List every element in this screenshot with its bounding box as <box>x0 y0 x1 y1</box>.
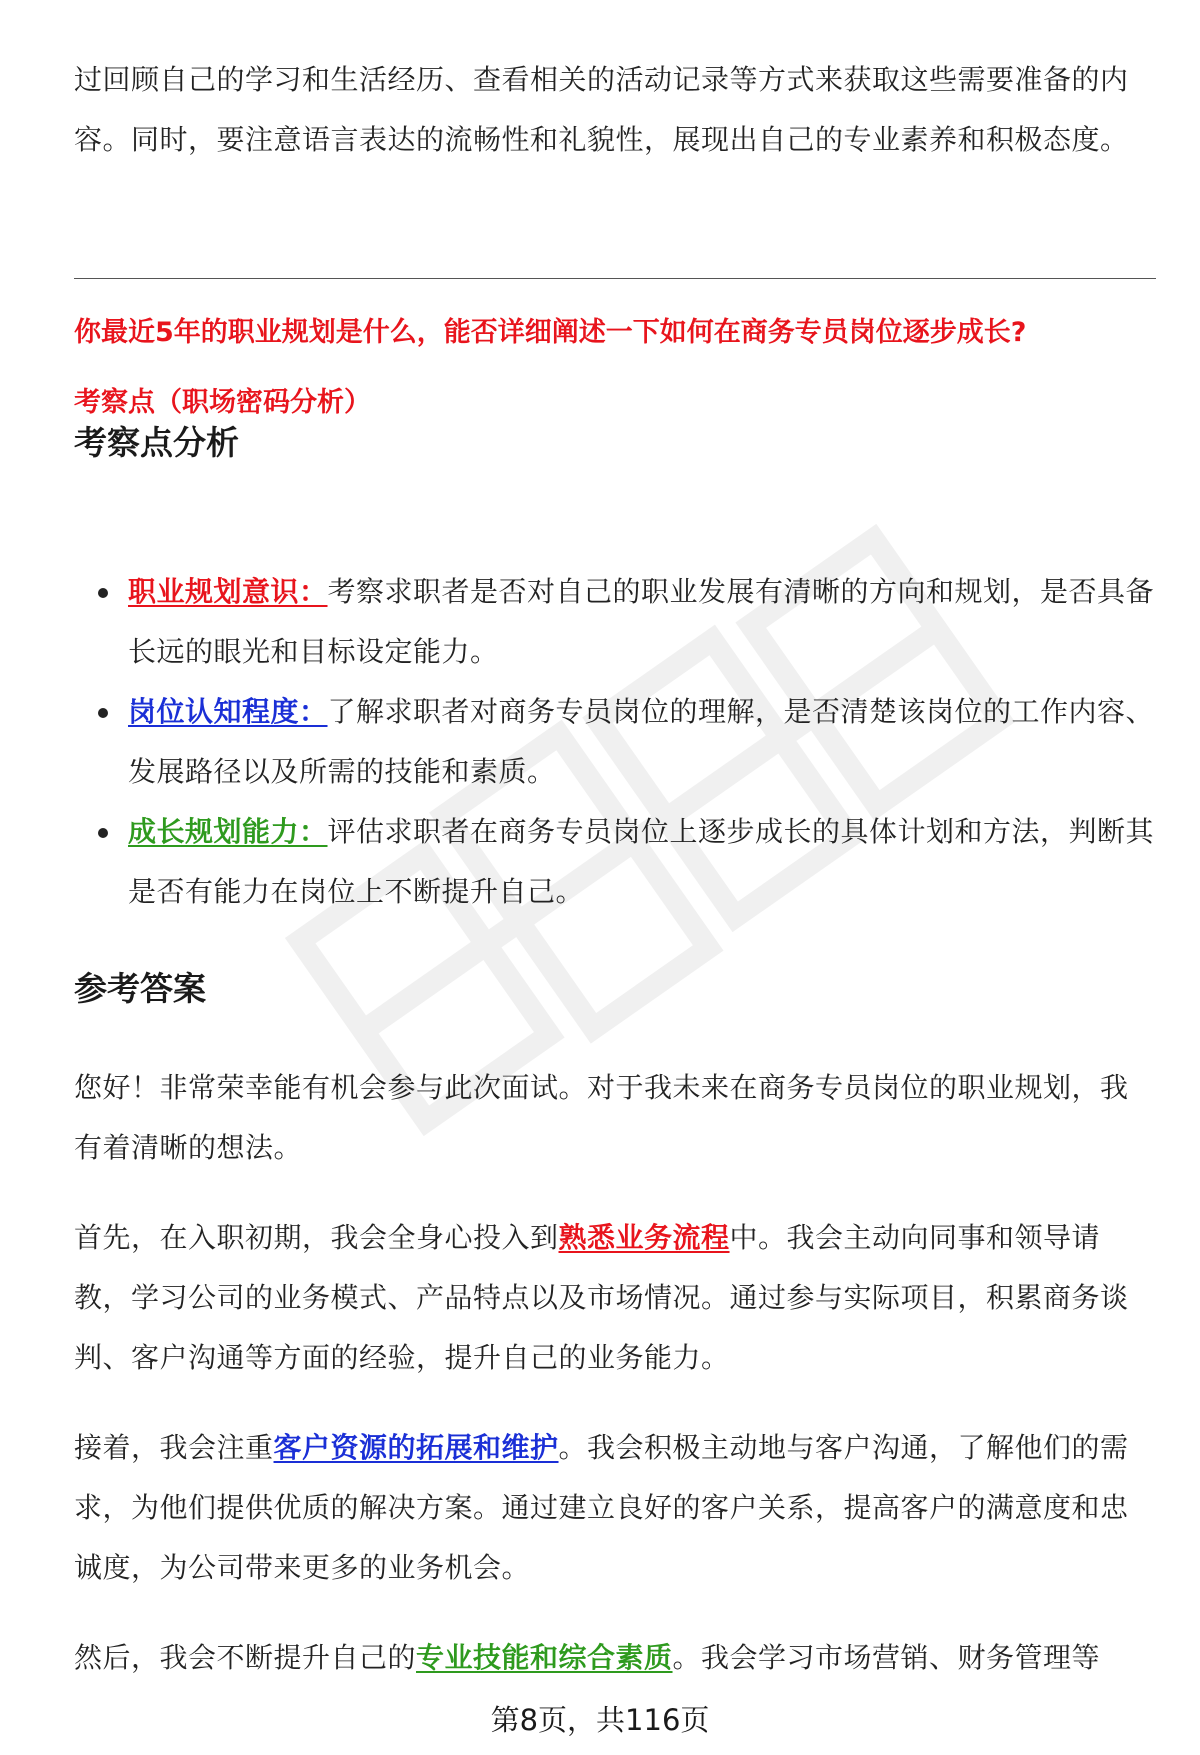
answer-paragraph-3 <box>74 1418 1156 1598</box>
answer-text: 。我会学习市场营销、财务管理等 <box>672 1641 1101 1674</box>
answer-keyword: 专业技能和综合素质 <box>416 1641 673 1674</box>
analysis-keyword: 成长规划能力： <box>128 815 328 848</box>
answer-text: 中。我会主动向同事和领导请教，学习公司的业务模式、产品特点以及市场情况。通过参与实际项目，积累商务谈判、客户沟通等方面的经验，提升自己的业务能力。 <box>74 1221 1129 1374</box>
analysis-heading: 考察点分析 <box>74 423 239 462</box>
answer-text: 。我会积极主动地与客户沟通，了解他们的需求，为他们提供优质的解决方案。通过建立良好的客户关系，提高客户的满意度和忠诚度，为公司带来更多的业务机会。 <box>74 1431 1129 1584</box>
answer-text: 然后，我会不断提升自己的 <box>74 1641 417 1674</box>
analysis-keyword: 岗位认知程度： <box>128 695 328 728</box>
analysis-text: 考察求职者是否对自己的职业发展有清晰的方向和规划，是否具备长远的眼光和目标设定能力。 <box>128 575 1155 668</box>
analysis-item <box>74 682 1156 802</box>
answer-paragraph-4 <box>74 1628 1156 1688</box>
answer-keyword: 熟悉业务流程 <box>558 1221 730 1254</box>
analysis-item <box>74 802 1156 922</box>
answer-keyword: 客户资源的拓展和维护 <box>273 1431 559 1464</box>
question-subtitle: 考察点（职场密码分析） <box>74 387 371 418</box>
analysis-keyword: 职业规划意识： <box>128 575 328 608</box>
interview-question: 你最近5年的职业规划是什么，能否详细阐述一下如何在商务专员岗位逐步成长? <box>74 317 1027 348</box>
answer-paragraph-1 <box>74 1058 1156 1178</box>
page-number: 第8页，共116页 <box>490 1703 710 1737</box>
answer-text: 首先，在入职初期，我会全身心投入到 <box>74 1221 559 1254</box>
analysis-item <box>74 562 1156 682</box>
analysis-list <box>74 562 1156 922</box>
analysis-text: 了解求职者对商务专员岗位的理解，是否清楚该岗位的工作内容、发展路径以及所需的技能和素质。 <box>128 695 1155 788</box>
answer-text: 接着，我会注重 <box>74 1431 274 1464</box>
section-divider <box>74 278 1156 279</box>
answer-text: 您好！非常荣幸能有机会参与此次面试。对于我未来在商务专员岗位的职业规划，我有着清晰的想法。 <box>74 1071 1129 1164</box>
analysis-text: 评估求职者在商务专员岗位上逐步成长的具体计划和方法，判断其是否有能力在岗位上不断提升自己。 <box>128 815 1155 908</box>
top-paragraph: 过回顾自己的学习和生活经历、查看相关的活动记录等方式来获取这些需要准备的内容。同时，要注意语言表达的流畅性和礼貌性，展现出自己的专业素养和积极态度。 <box>74 63 1129 156</box>
answer-heading: 参考答案 <box>74 969 206 1008</box>
answer-paragraph-2 <box>74 1208 1156 1388</box>
